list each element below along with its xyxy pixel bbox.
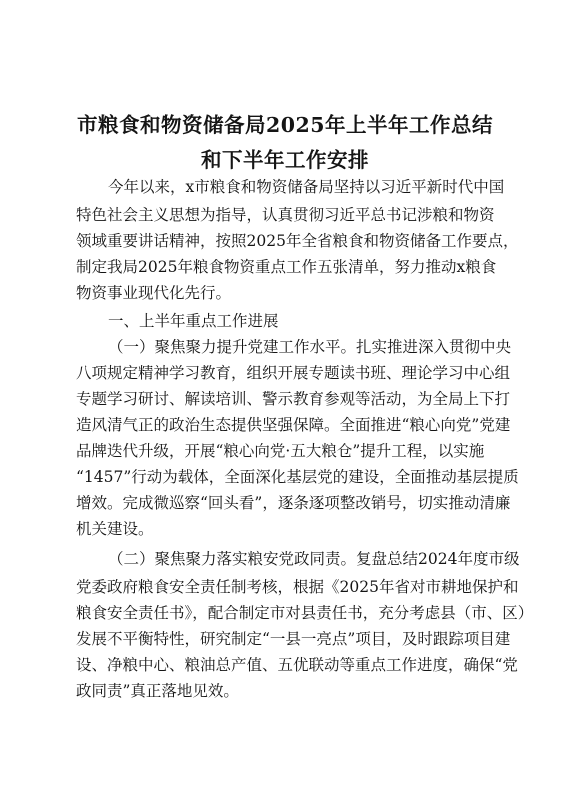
item1-line-7: 增效。完成微巡察“回头看”，逐条逐项整改销号，切实推动清廉 bbox=[76, 494, 511, 512]
document-title-line-1: 市粮食和物资储备局2025年上半年工作总结 bbox=[76, 113, 494, 137]
intro-line-1: 今年以来，x市粮食和物资储备局坚持以习近平新时代中国 bbox=[108, 178, 505, 196]
item1-line-2: 八项规定精神学习教育，组织开展专题读书班、理论学习中心组 bbox=[76, 364, 511, 382]
intro-line-4: 制定我局2025年粮食物资重点工作五张清单，努力推动x粮食 bbox=[76, 258, 497, 276]
item2-line-6: 政同责”真正落地见效。 bbox=[76, 682, 239, 700]
item2-line-3: 粮食安全责任书》，配合制定市对县责任书，充分考虑县（市、区） bbox=[76, 604, 534, 622]
item1-line-3: 专题学习研讨、解读培训、警示教育参观等活动，为全局上下打 bbox=[76, 390, 511, 408]
document-title-line-2: 和下半年工作安排 bbox=[201, 148, 369, 172]
item1-line-6: “1457”行动为载体，全面深化基层党的建设，全面推动基层提质 bbox=[76, 468, 519, 486]
item1-line-1: （一）聚焦聚力提升党建工作水平。扎实推进深入贯彻中央 bbox=[108, 338, 512, 356]
item2-line-1: （二）聚焦聚力落实粮安党政同责。复盘总结2024年度市级 bbox=[108, 550, 520, 568]
item2-line-4: 发展不平衡特性，研究制定“一县一亮点”项目，及时跟踪项目建 bbox=[76, 630, 511, 648]
item2-line-5: 设、净粮中心、粮油总产值、五优联动等重点工作进度，确保“党 bbox=[76, 656, 518, 674]
section-heading: 一、上半年重点工作进展 bbox=[108, 312, 279, 330]
item1-line-4: 造风清气正的政治生态提供坚强保障。全面推进“粮心向党”党建 bbox=[76, 416, 511, 434]
intro-line-5: 物资事业现代化先行。 bbox=[76, 284, 232, 302]
item1-line-5: 品牌迭代升级，开展“粮心向党·五大粮仓”提升工程，以实施 bbox=[76, 442, 485, 460]
item2-line-2: 党委政府粮食安全责任制考核，根据《2025年省对市耕地保护和 bbox=[76, 578, 519, 596]
item1-line-8: 机关建设。 bbox=[76, 520, 154, 538]
intro-line-3: 领域重要讲话精神，按照2025年全省粮食和物资储备工作要点， bbox=[76, 232, 519, 250]
intro-line-2: 特色社会主义思想为指导，认真贯彻习近平总书记涉粮和物资 bbox=[76, 206, 495, 224]
